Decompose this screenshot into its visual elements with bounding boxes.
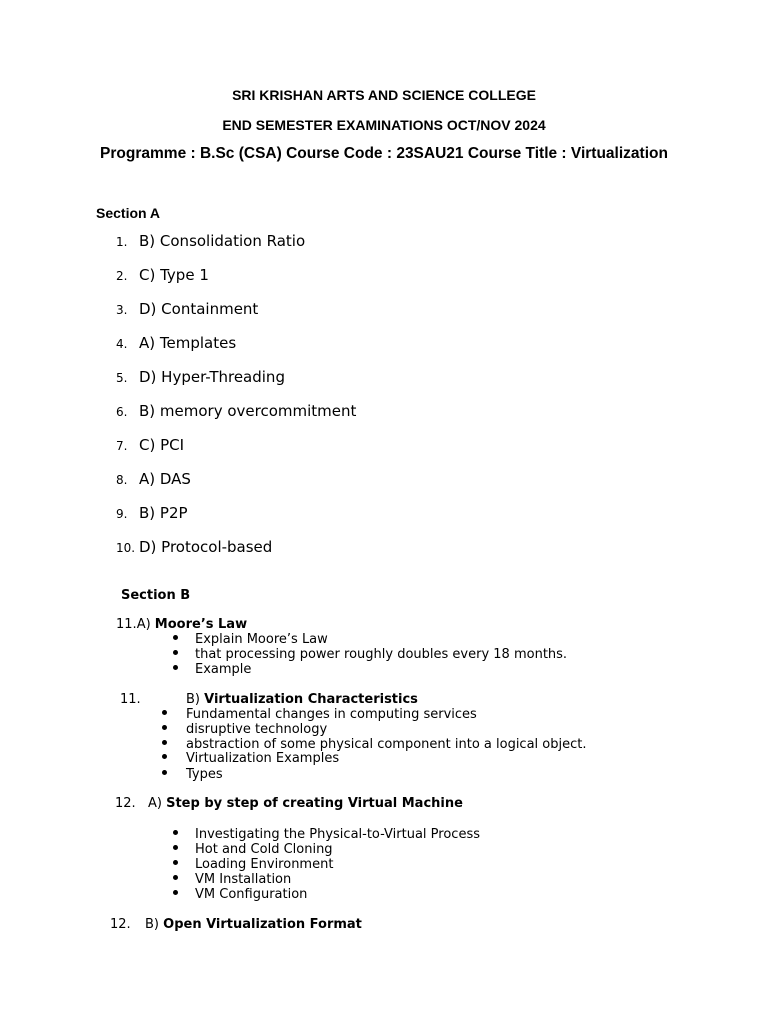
question-number: 12. bbox=[110, 917, 131, 932]
answer-text: B) memory overcommitment bbox=[139, 402, 357, 420]
question-option: A) bbox=[148, 796, 162, 811]
bullet-icon bbox=[173, 875, 178, 880]
answer-text: C) Type 1 bbox=[139, 266, 209, 284]
list-item bbox=[173, 887, 308, 902]
question-heading bbox=[145, 917, 362, 932]
list-item bbox=[173, 632, 328, 647]
question-title: Moore’s Law bbox=[154, 617, 248, 632]
list-item bbox=[162, 767, 223, 782]
question-title: Virtualization Characteristics bbox=[204, 692, 418, 707]
answer-number: 5. bbox=[116, 371, 128, 385]
bullet-icon bbox=[173, 890, 178, 895]
question-option: B) bbox=[145, 917, 159, 932]
answer-number: 6. bbox=[116, 405, 128, 419]
list-item bbox=[162, 722, 328, 737]
bullet-icon bbox=[173, 845, 178, 850]
bullet-icon bbox=[173, 860, 178, 865]
bullet-icon bbox=[162, 754, 167, 759]
answer-number: 3. bbox=[116, 303, 128, 317]
bullet-icon bbox=[173, 635, 178, 640]
answer-text: D) Hyper-Threading bbox=[139, 368, 285, 386]
answer-text: B) P2P bbox=[139, 504, 188, 522]
question-heading bbox=[186, 692, 418, 707]
list-item bbox=[173, 827, 480, 842]
question-number: 12. bbox=[115, 796, 136, 811]
bullet-icon bbox=[173, 650, 178, 655]
answer-text: D) Containment bbox=[139, 300, 259, 318]
list-item bbox=[173, 872, 292, 887]
section-a-title: Section A bbox=[96, 205, 161, 221]
question-title: Open Virtualization Format bbox=[163, 917, 362, 932]
answer-number: 10. bbox=[116, 541, 136, 555]
bullet-icon bbox=[162, 740, 167, 745]
bullet-text: abstraction of some physical component into a logical object. bbox=[186, 737, 587, 752]
answer-number: 1. bbox=[116, 235, 128, 249]
question-option: A) bbox=[136, 617, 151, 632]
answer-text: A) Templates bbox=[139, 334, 237, 352]
programme-line: Programme : B.Sc (CSA) Course Code : 23SAU21 Course Title : Virtualization bbox=[100, 145, 668, 162]
bullet-icon bbox=[162, 725, 167, 730]
bullet-icon bbox=[173, 830, 178, 835]
answer-number: 2. bbox=[116, 269, 128, 283]
list-item bbox=[162, 737, 587, 752]
answer-number: 4. bbox=[116, 337, 128, 351]
bullet-text: Loading Environment bbox=[195, 857, 334, 872]
bullet-icon bbox=[162, 710, 167, 715]
answer-text: D) Protocol-based bbox=[139, 538, 273, 556]
answer-number: 7. bbox=[116, 439, 128, 453]
list-item bbox=[173, 662, 252, 677]
question-number: 11. bbox=[120, 692, 141, 707]
question-title: Step by step of creating Virtual Machine bbox=[166, 796, 463, 811]
bullet-text: Virtualization Examples bbox=[186, 751, 340, 766]
question-number: 11. bbox=[116, 617, 137, 632]
bullet-icon bbox=[162, 770, 167, 775]
list-item bbox=[173, 842, 333, 857]
bullet-text: Fundamental changes in computing services bbox=[186, 707, 477, 722]
exam-title: END SEMESTER EXAMINATIONS OCT/NOV 2024 bbox=[222, 117, 546, 133]
list-item bbox=[173, 857, 334, 872]
answer-text: C) PCI bbox=[139, 436, 185, 454]
bullet-text: Types bbox=[186, 767, 223, 782]
list-item bbox=[173, 647, 568, 662]
question-heading bbox=[148, 796, 463, 811]
answer-number: 9. bbox=[116, 507, 128, 521]
college-name: SRI KRISHAN ARTS AND SCIENCE COLLEGE bbox=[232, 87, 536, 103]
list-item bbox=[162, 707, 477, 722]
question-heading bbox=[116, 617, 247, 632]
section-b-title: Section B bbox=[121, 588, 191, 603]
bullet-text: disruptive technology bbox=[186, 722, 328, 737]
bullet-text: that processing power roughly doubles every 18 months. bbox=[195, 647, 568, 662]
bullet-text: Explain Moore’s Law bbox=[195, 632, 328, 647]
list-item bbox=[162, 751, 340, 766]
answer-text: B) Consolidation Ratio bbox=[139, 232, 306, 250]
bullet-text: Investigating the Physical-to-Virtual Process bbox=[195, 827, 480, 842]
bullet-text: VM Configuration bbox=[195, 887, 308, 902]
bullet-icon bbox=[173, 665, 178, 670]
bullet-text: Example bbox=[195, 662, 252, 677]
answer-text: A) DAS bbox=[139, 470, 191, 488]
answer-number: 8. bbox=[116, 473, 128, 487]
bullet-text: Hot and Cold Cloning bbox=[195, 842, 333, 857]
question-option: B) bbox=[186, 692, 200, 707]
bullet-text: VM Installation bbox=[195, 872, 292, 887]
